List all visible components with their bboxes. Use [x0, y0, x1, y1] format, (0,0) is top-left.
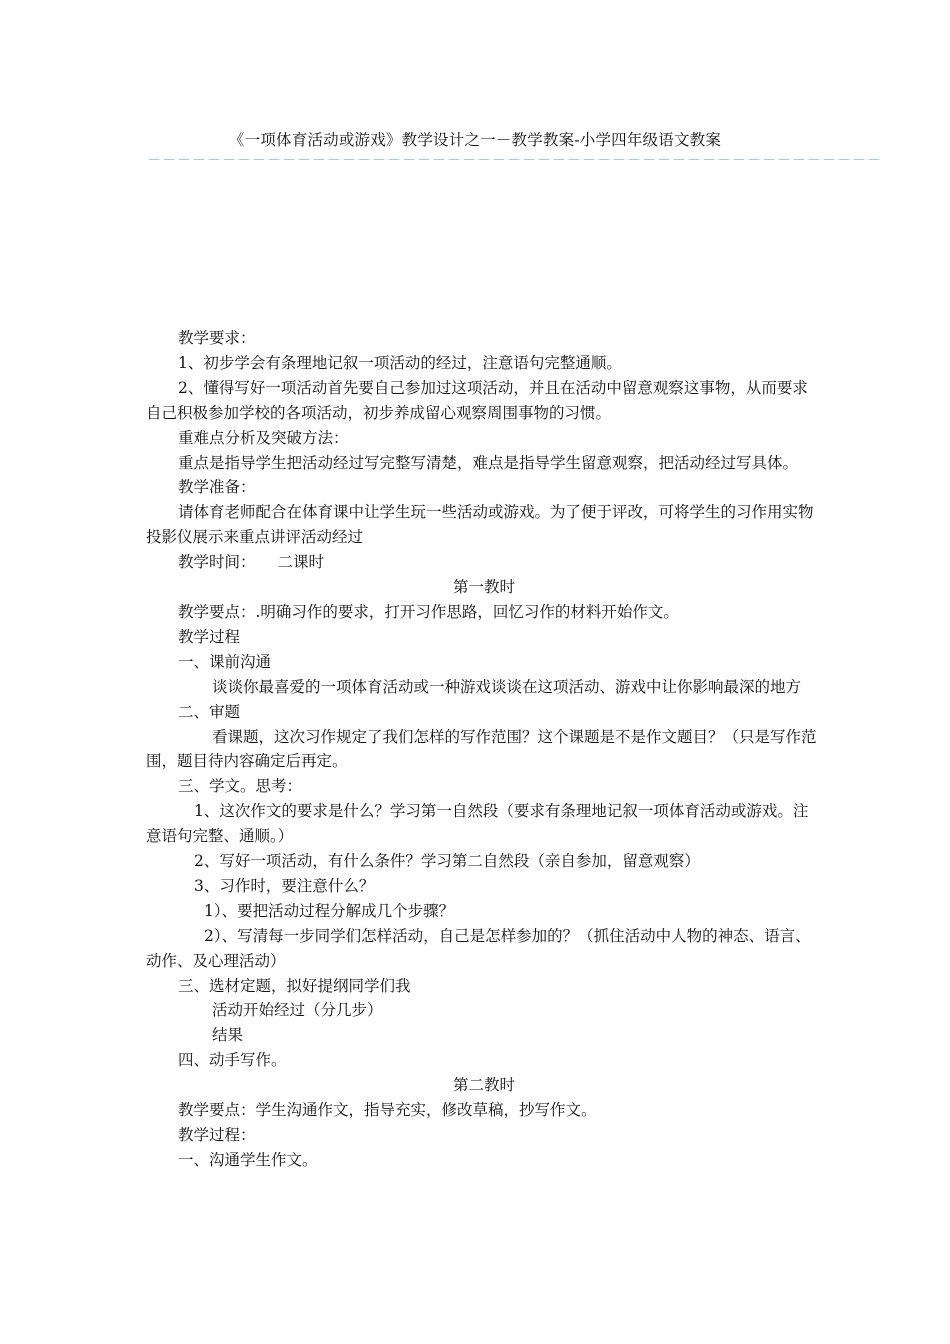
- requirement-item: 1、初步学会有条理地记叙一项活动的经过，注意语句完整通顺。: [178, 353, 622, 372]
- paragraph-text: 谈谈你最喜爱的一项体育活动或一种游戏谈谈在这项活动、游戏中让你影响最深的地方: [212, 677, 802, 696]
- heading-requirements: 教学要求：: [178, 329, 256, 347]
- step-heading: 二、审题: [178, 702, 241, 721]
- paragraph-text: 教学要点：学生沟通作文，指导充实，修改草稿，抄写作文。: [178, 1101, 597, 1120]
- step-heading: 一、沟通学生作文。: [178, 1150, 318, 1169]
- paragraph-text: 重点是指导学生把活动经过写完整写清楚，难点是指导学生留意观察，把活动经过写具体。: [178, 453, 799, 472]
- teaching-time-value: 二课时: [277, 553, 325, 572]
- step-heading: 三、学文。思考：: [178, 777, 303, 796]
- paragraph-text: 教学要点：.明确习作的要求，打开习作思路，回忆习作的材料开始作文。: [178, 602, 679, 621]
- teaching-time: [146, 550, 822, 575]
- teaching-time-label: 教学时间：: [178, 553, 256, 572]
- section-heading: 第二教时: [452, 1076, 515, 1095]
- document-title: 《一项体育活动或游戏》教学设计之一－教学教案-小学四年级语文教案: [228, 131, 722, 149]
- sub-list-item: 2）、写清每一步同学们怎样活动，自己是怎样参加的？（抓住活动中人物的神态、语言、动作、及心理活动）: [146, 926, 811, 970]
- requirement-item: 2、懂得写好一项活动首先要自己参加过这项活动，并且在活动中留意观察这事物，从而要求自己积极参加学校的各项活动，初步养成留心观察周围事物的习惯。: [146, 378, 808, 422]
- step-heading: 四、动手写作。: [178, 1051, 287, 1070]
- heading-process: 教学过程：: [178, 1126, 256, 1144]
- list-item: 1、这次作文的要求是什么？学习第一自然段（要求有条理地记叙一项体育活动或游戏。注意语句完整、通顺。）: [146, 802, 809, 846]
- document-body: [146, 326, 822, 1173]
- section-heading: 第一教时: [452, 578, 515, 597]
- paragraph-text: 看课题，这次习作规定了我们怎样的写作范围？这个课题是不是作文题目？（只是写作范围，题目待内容确定后再定。: [146, 727, 817, 771]
- heading-preparation: 教学准备：: [178, 478, 256, 497]
- list-item: 2、写好一项活动，有什么条件？学习第二自然段（亲自参加，留意观察）: [194, 852, 700, 871]
- sub-list-item: 1）、要把活动过程分解成几个步骤？: [204, 901, 455, 920]
- heading-key-points: 重难点分析及突破方法：: [178, 428, 349, 447]
- step-heading: 三、选材定题，拟好提纲同学们我: [178, 976, 411, 995]
- outline-item: 结果: [212, 1026, 244, 1045]
- list-item: 3、习作时，要注意什么？: [194, 876, 375, 895]
- dashed-divider: －－－－－－－－－－－－－－－－－－－－－－－－－－－－－－－－－－－－－－－－－－－－－－－－－: [147, 153, 882, 169]
- outline-item: 活动开始经过（分几步）: [212, 1001, 383, 1020]
- paragraph-text: 请体育老师配合在体育课中让学生玩一些活动或游戏。为了便于评改，可将学生的习作用实物投影仪展示来重点讲评活动经过: [146, 503, 814, 547]
- step-heading: 一、课前沟通: [178, 652, 272, 671]
- heading-process: 教学过程: [178, 627, 241, 646]
